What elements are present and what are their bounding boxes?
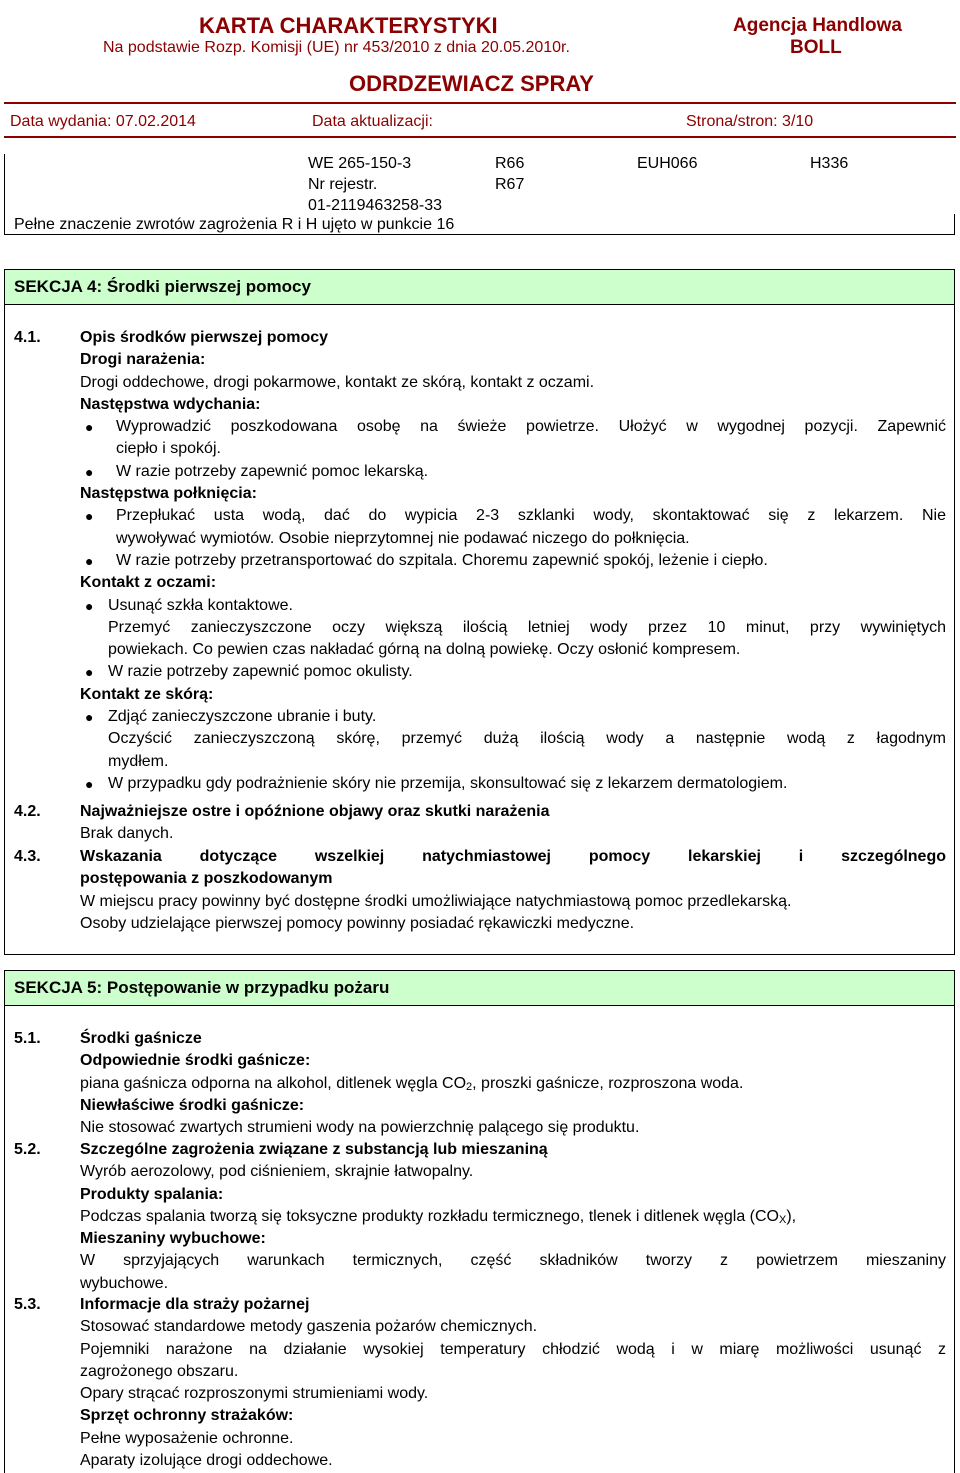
table-cell: R66 [495, 155, 525, 172]
issue-date: Data wydania: 07.02.2014 [10, 113, 196, 130]
field-label: Niewłaściwe środki gaśnicze: [80, 1096, 305, 1114]
field-text: piana gaśnicza odporna na alkohol, ditlenek węgla $CO_2$, proszki gaśnicze, rozproszona woda. [80, 1074, 744, 1093]
field-label: Kontakt z oczami: [80, 574, 217, 592]
update-date: Data aktualizacji: [312, 113, 433, 130]
list-item-text: wywoływać wymiotów. Osobie nieprzytomnej nie podawać niczego do połknięcia. [116, 529, 690, 547]
field-label: Kontakt ze skórą: [80, 685, 214, 703]
table-cell: R67 [495, 176, 525, 193]
field-text: Osoby udzielające pierwszej pomocy powinny posiadać rękawiczki medyczne. [80, 914, 635, 932]
list-item-text: W razie potrzeby przetransportować do szpitala. Choremu zapewnić spokój, leżenie i ciepło. [116, 551, 768, 569]
section-5-heading: SEKCJA 5: Postępowanie w przypadku pożaru [4, 970, 955, 1006]
subsection-4-1 [80, 327, 946, 795]
subsection-title: Środki gaśnicze [80, 1030, 202, 1047]
company-name: Agencja Handlowa [733, 15, 902, 36]
list-item-text: Przepłukać usta wodą, dać do wypicia 2-3 szklanki wody, skontaktować się z lekarzem. Nie [116, 507, 946, 525]
field-text: Podczas spalania tworzą się toksyczne produkty rozkładu termicznego, tlenek i ditlenek węgla $(CO_X)$, [80, 1207, 797, 1226]
field-label: Produkty spalania: [80, 1185, 224, 1203]
field-text: Stosować standardowe metody gaszenia pożarów chemicznych. [80, 1318, 538, 1336]
subsection-title: Wskazania dotyczące wszelkiej natychmiastowej pomocy lekarskiej i szczególnego [80, 848, 946, 865]
subsection-4-2 [80, 801, 946, 846]
subsection-5-2 [80, 1139, 946, 1295]
subsection-number: 4.3. [14, 848, 41, 865]
subsection-title: Informacje dla straży pożarnej [80, 1296, 310, 1313]
bullet-icon: ● [85, 709, 94, 726]
regulation-text: Na podstawie Rozp. Komisji (UE) nr 453/2010 z dnia 20.05.2010r. [103, 39, 570, 56]
list-item-text: Zdjąć zanieczyszczone ubranie i buty. [108, 708, 377, 726]
subsection-4-3 [80, 846, 946, 935]
list-item [80, 595, 946, 617]
subsection-5-3 [80, 1294, 946, 1472]
subsection-title: Opis środków pierwszej pomocy [80, 329, 329, 346]
field-label: Sprzęt ochronny strażaków: [80, 1407, 294, 1425]
subsection-5-1 [80, 1028, 946, 1139]
list-item [80, 706, 946, 728]
subsection-title: Szczególne zagrożenia związane z substancją lub mieszaniną [80, 1141, 548, 1158]
subsection-number: 5.2. [14, 1141, 41, 1158]
bullet-icon: ● [85, 419, 94, 436]
bullet-icon: ● [85, 597, 94, 614]
header-divider-top [4, 102, 956, 104]
field-text: Aparaty izolujące drogi oddechowe. [80, 1452, 333, 1470]
subsection-number: 4.1. [14, 329, 41, 346]
subsection-title: Najważniejsze ostre i opóźnione objawy oraz skutki narażenia [80, 803, 550, 820]
field-text: Wyrób aerozolowy, pod ciśnieniem, skrajnie łatwopalny. [80, 1163, 474, 1181]
table-border-left [4, 154, 5, 234]
list-item-text: W razie potrzeby zapewnić pomoc lekarską. [116, 462, 429, 480]
list-item [80, 505, 946, 527]
section-5-border-left [4, 1006, 5, 1473]
hazard-note: Pełne znaczenie zwrotów zagrożenia R i H ujęto w punkcie 16 [14, 216, 455, 233]
product-name: ODRDZEWIACZ SPRAY [349, 71, 594, 96]
list-item [80, 773, 946, 795]
field-label: Drogi narażenia: [80, 351, 206, 369]
list-item-text: Oczyścić zanieczyszczoną skórę, przemyć dużą ilością wody a następnie wodą z łagodnym [108, 730, 946, 748]
table-cell: H336 [810, 155, 849, 172]
list-item [80, 461, 946, 483]
field-label: Następstwa połknięcia: [80, 485, 257, 503]
table-cell: EUH066 [637, 155, 698, 172]
company-name-2: BOLL [790, 37, 842, 58]
bullet-icon: ● [85, 508, 94, 525]
subsection-number: 5.1. [14, 1030, 41, 1047]
header-divider-bottom [4, 136, 956, 138]
list-item-text: powiekach. Co pewien czas nakładać górną na dolną powiekę. Oczy osłonić kompresem. [108, 641, 741, 659]
list-item-text: Wyprowadzić poszkodowana osobę na świeże powietrze. Ułożyć w wygodnej pozycji. Zapewnić [116, 418, 946, 436]
bullet-icon: ● [85, 664, 94, 681]
table-cell: 01-2119463258-33 [308, 197, 443, 214]
bullet-icon: ● [85, 775, 94, 792]
list-item-text: W przypadku gdy podrażnienie skóry nie przemija, skonsultować się z lekarzem dermatologiem. [108, 774, 788, 792]
subsection-number: 5.3. [14, 1296, 41, 1313]
list-item-text: mydłem. [108, 752, 169, 770]
list-item-text: Przemyć zanieczyszczone oczy większą ilością letniej wody przez 10 minut, przy wywiniętych [108, 618, 946, 636]
table-border-bottom [4, 234, 955, 235]
list-item-text: ciepło i spokój. [116, 440, 221, 458]
section-4-heading: SEKCJA 4: Środki pierwszej pomocy [4, 269, 955, 305]
list-item [80, 661, 946, 683]
field-text: W miejscu pracy powinny być dostępne środki umożliwiające natychmiastową pomoc przedlekarską. [80, 892, 792, 910]
bullet-icon: ● [85, 463, 94, 480]
field-text: zagrożonego obszaru. [80, 1362, 239, 1380]
subsection-number: 4.2. [14, 803, 41, 820]
field-label: Następstwa wdychania: [80, 395, 261, 413]
bullet-icon: ● [85, 552, 94, 569]
table-cell: WE 265-150-3 [308, 155, 412, 172]
page-number: Strona/stron: 3/10 [686, 113, 814, 130]
list-item-text: W razie potrzeby zapewnić pomoc okulisty. [108, 663, 413, 681]
table-border-right [954, 214, 955, 234]
field-text: Opary strącać rozproszonymi strumieniami wody. [80, 1385, 429, 1403]
field-text: W sprzyjających warunkach termicznych, część składników tworzy z powietrzem mieszaniny [80, 1252, 946, 1270]
field-text: Pełne wyposażenie ochronne. [80, 1429, 294, 1447]
field-text: Pojemniki narażone na działanie wysokiej temperatury chłodzić wodą i w miarę możliwości usunąć z [80, 1340, 946, 1358]
field-text: wybuchowe. [80, 1274, 169, 1292]
list-item-text: Usunąć szkła kontaktowe. [108, 596, 293, 614]
subsection-title-cont: postępowania z poszkodowanym [80, 870, 333, 888]
list-item [80, 550, 946, 572]
field-label: Odpowiednie środki gaśnicze: [80, 1052, 311, 1070]
field-label: Mieszaniny wybuchowe: [80, 1230, 266, 1248]
list-item [80, 416, 946, 438]
table-cell: Nr rejestr. [308, 176, 378, 193]
section-5-border-right [954, 1006, 955, 1473]
field-text: Nie stosować zwartych strumieni wody na powierzchnię palącego się produktu. [80, 1119, 640, 1137]
field-text: Brak danych. [80, 825, 174, 843]
document-title: KARTA CHARAKTERYSTYKI [199, 13, 498, 38]
field-text: Drogi oddechowe, drogi pokarmowe, kontakt ze skórą, kontakt z oczami. [80, 373, 595, 391]
